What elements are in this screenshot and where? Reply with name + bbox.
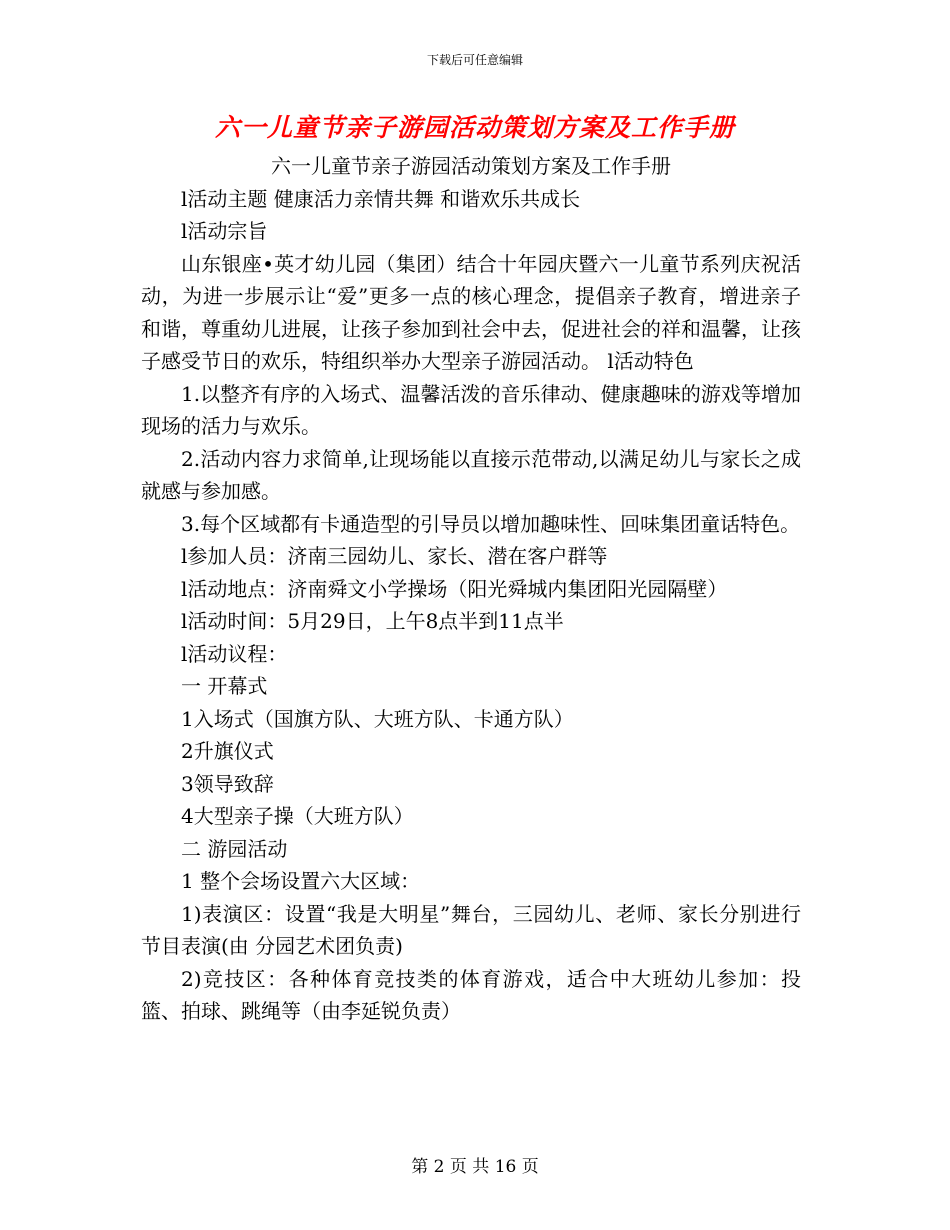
paragraph-feature-1: 1.以整齐有序的入场式、温馨活泼的音乐律动、健康趣味的游戏等增加现场的活力与欢乐。 — [141, 381, 801, 438]
paragraph-opening-item-4: 4大型亲子操（大班方队） — [181, 804, 414, 828]
paragraph-zone-competition: 2)竞技区：各种体育竞技类的体育游戏，适合中大班幼儿参加：投篮、拍球、跳绳等（由李延锐负责） — [141, 966, 801, 1023]
document-body — [141, 150, 801, 1028]
paragraph-participants: l参加人员：济南三园幼儿、家长、潜在客户群等 — [181, 544, 608, 568]
paragraph-location: l活动地点：济南舜文小学操场（阳光舜城内集团阳光园隔壁） — [181, 576, 728, 601]
paragraph-opening-item-3: 3领导致辞 — [181, 771, 274, 796]
paragraph-opening-item-1: 1入场式（国旗方队、大班方队、卡通方队） — [181, 706, 574, 731]
paragraph-time: l活动时间：5月29日，上午8点半到11点半 — [181, 609, 564, 633]
paragraph-feature-3: 3.每个区域都有卡通造型的引导员以增加趣味性、回味集团童话特色。 — [181, 511, 801, 536]
paragraph-games-zones: 1 整个会场设置六大区域： — [181, 869, 421, 893]
paragraph-activity-purpose-heading: l活动宗旨 — [181, 219, 268, 243]
paragraph-opening-item-2: 2升旗仪式 — [181, 739, 274, 763]
paragraph-activity-purpose: 山东银座•英才幼儿园（集团）结合十年园庆暨六一儿童节系列庆祝活动，为进一步展示让“爱”更多一点的核心理念，提倡亲子教育，增进亲子和谐，尊重幼儿进展，让孩子参加到社会中去，促进社会的祥和温馨，让孩子感受节日的欢乐，特组织举办大型亲子游园活动。 l活动特色 — [141, 251, 801, 373]
header-note: 下载后可任意编辑 — [426, 53, 523, 67]
page-footer: 第 2 页 共 16 页 — [411, 1157, 539, 1177]
paragraph-activity-theme: l活动主题 健康活力亲情共舞 和谐欢乐共成长 — [181, 186, 581, 211]
paragraph-feature-2: 2.活动内容力求简单,让现场能以直接示范带动,以满足幼儿与家长之成就感与参加感。 — [141, 446, 801, 503]
paragraph-section-opening: 一 开幕式 — [181, 674, 268, 698]
paragraph-agenda-heading: l活动议程： — [181, 641, 288, 666]
body-heading: 六一儿童节亲子游园活动策划方案及工作手册 — [271, 154, 671, 178]
paragraph-zone-performance: 1)表演区：设置“我是大明星”舞台，三园幼儿、老师、家长分别进行节目表演(由 分园艺术团负责) — [141, 901, 801, 958]
document-title: 六一儿童节亲子游园活动策划方案及工作手册 — [214, 113, 735, 142]
paragraph-section-games: 二 游园活动 — [181, 836, 288, 861]
